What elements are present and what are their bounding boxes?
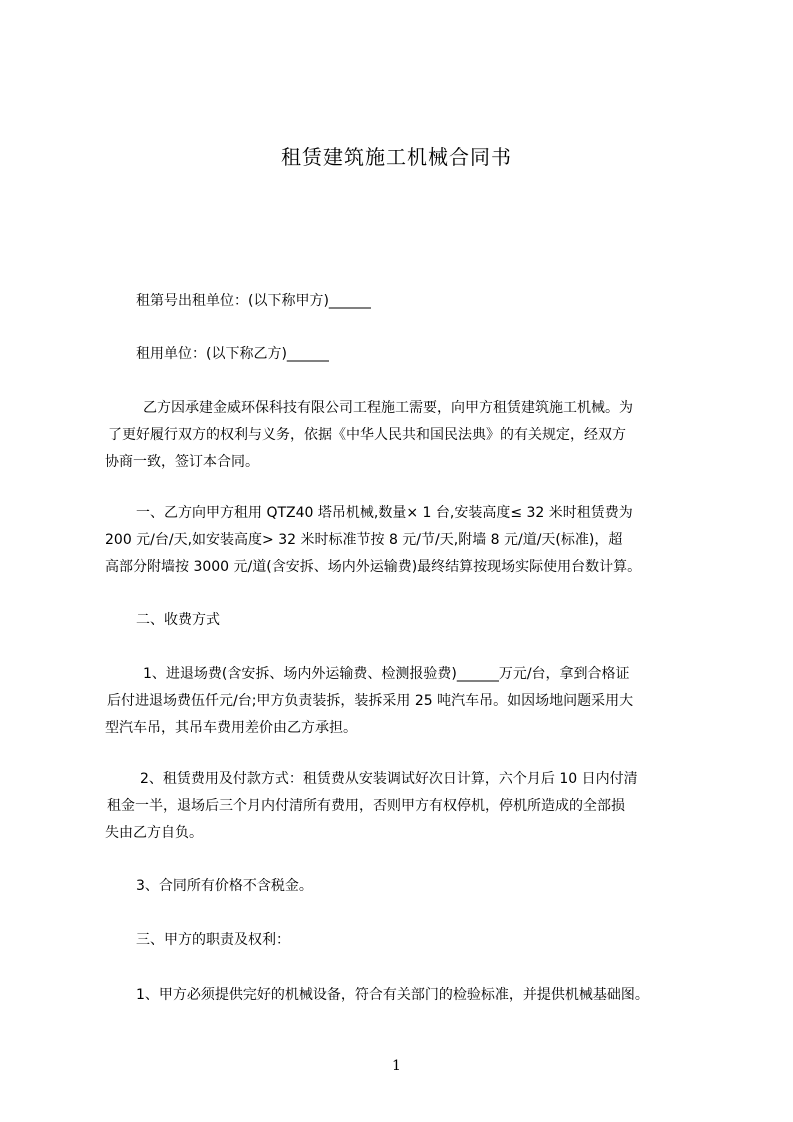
clause1-line-1: 一、乙方向甲方租用 QTZ40 塔吊机械,数量× 1 台,安装高度≤ 32 米时租赁费为 <box>136 505 633 521</box>
intro-line-3: 协商一致，签订本合同。 <box>105 454 259 470</box>
section2-heading: 二、收费方式 <box>136 612 220 628</box>
intro-line-1: 乙方因承建金威环保科技有限公司工程施工需要，向甲方租赁建筑施工机械。为 <box>143 400 633 416</box>
item2-1-line-2: 后付进退场费伍仟元/台;甲方负责装拆，装拆采用 25 吨汽车吊。如因场地问题采用大 <box>107 693 634 709</box>
lessee-line: 租用单位：(以下称乙方)______ <box>136 346 329 362</box>
clause1-line-3: 高部分附墙按 3000 元/道(含安拆、场内外运输费)最终结算按现场实际使用台数计算。 <box>105 559 642 575</box>
section3-heading: 三、甲方的职责及权利： <box>136 932 290 948</box>
item2-2-line-2: 租金一半，退场后三个月内付清所有费用，否则甲方有权停机，停机所造成的全部损 <box>107 798 625 814</box>
document-title: 租赁建筑施工机械合同书 <box>281 145 512 169</box>
clause1-line-2: 200 元/台/天,如安装高度> 32 米时标准节按 8 元/节/天,附墙 8 元/道/天(标准)，超 <box>105 532 623 548</box>
item2-2-line-1: 2、租赁费用及付款方式：租赁费从安装调试好次日计算，六个月后 10 日内付清 <box>140 771 638 787</box>
lessor-line: 租第号出租单位：(以下称甲方)______ <box>136 293 371 309</box>
intro-line-2: 了更好履行双方的权利与义务，依据《中华人民共和国民法典》的有关规定，经双方 <box>108 427 626 443</box>
item3-1: 1、甲方必须提供完好的机械设备，符合有关部门的检验标准，并提供机械基础图。 <box>136 987 649 1003</box>
item2-1-line-1: 1、进退场费(含安拆、场内外运输费、检测报验费)______万元/台，拿到合格证 <box>143 666 630 682</box>
item2-2-line-3: 失由乙方自负。 <box>105 825 203 841</box>
item2-3: 3、合同所有价格不含税金。 <box>136 878 313 894</box>
page-number: 1 <box>392 1058 401 1074</box>
item2-1-line-3: 型汽车吊，其吊车费用差价由乙方承担。 <box>105 720 357 736</box>
